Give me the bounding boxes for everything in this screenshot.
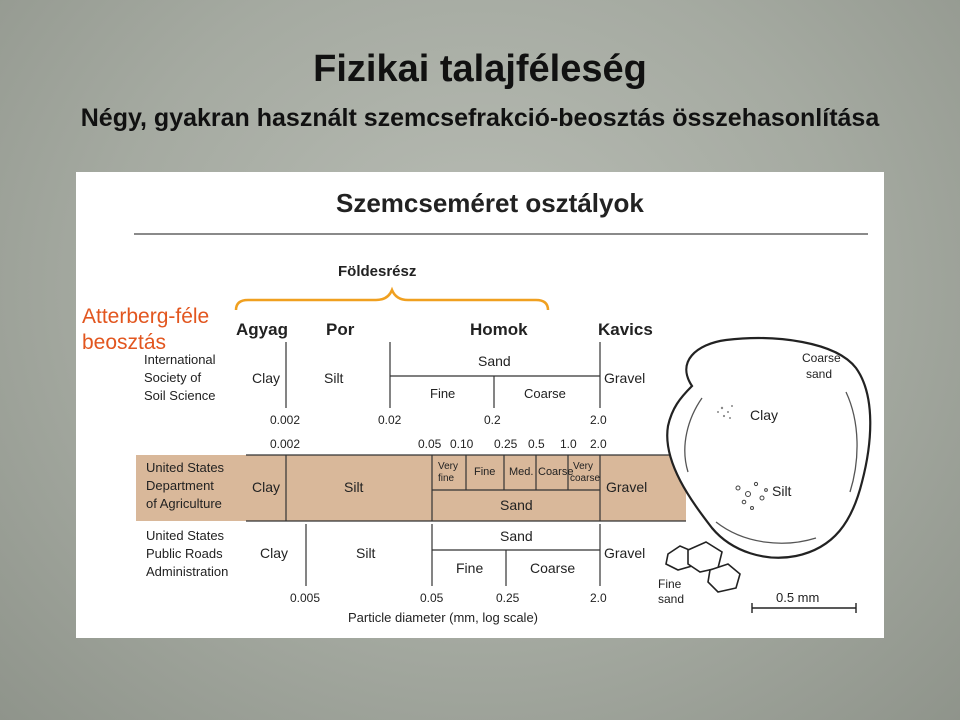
issc-org-line1: International xyxy=(144,352,216,367)
hu-class-sand: Homok xyxy=(470,320,528,339)
usda-org-line3: of Agriculture xyxy=(146,496,222,511)
issc-row xyxy=(144,342,645,427)
issc-tick-002: 0.02 xyxy=(378,413,402,427)
usda-very-coarse-1: Very xyxy=(573,461,594,472)
particle-illustration xyxy=(658,338,870,613)
coarse-sand-label-2: sand xyxy=(806,367,833,381)
fine-earth-brace xyxy=(236,290,548,310)
clay-label: Clay xyxy=(750,407,779,423)
fine-sand-label-2: sand xyxy=(658,592,685,606)
issc-org-line2: Society of xyxy=(144,370,202,385)
fine-sand-label-1: Fine xyxy=(658,577,682,591)
uspra-sand: Sand xyxy=(500,528,533,544)
coarse-sand-particle-icon xyxy=(667,338,870,558)
issc-tick-20: 2.0 xyxy=(590,413,607,427)
axis-label: Particle diameter (mm, log scale) xyxy=(348,610,538,625)
slide-title: Fizikai talajféleség xyxy=(313,48,647,90)
issc-gravel: Gravel xyxy=(604,370,646,386)
coarse-sand-label-1: Coarse xyxy=(802,351,841,365)
hu-class-gravel: Kavics xyxy=(598,320,653,339)
usda-tick-025: 0.25 xyxy=(494,437,518,451)
slide-subtitle: Négy, gyakran használt szemcsefrakció-beosztás összehasonlítása xyxy=(80,104,880,132)
usda-gravel: Gravel xyxy=(606,479,648,495)
uspra-org-line2: Public Roads xyxy=(146,546,223,561)
hu-class-clay: Agyag xyxy=(236,320,288,339)
uspra-tick-005: 0.05 xyxy=(420,591,444,605)
usda-fine: Fine xyxy=(474,466,496,478)
atterberg-label-line2: beosztás xyxy=(82,331,167,354)
scale-label: 0.5 mm xyxy=(776,590,820,605)
fine-earth-label: Földesrész xyxy=(338,263,417,280)
usda-tick-20: 2.0 xyxy=(590,437,607,451)
figure-heading: Szemcseméret osztályok xyxy=(336,188,644,218)
issc-silt: Silt xyxy=(324,370,344,386)
uspra-tick-0005: 0.005 xyxy=(290,591,321,605)
usda-silt: Silt xyxy=(344,479,364,495)
issc-org-line3: Soil Science xyxy=(144,388,216,403)
uspra-tick-20: 2.0 xyxy=(590,591,607,605)
soil-classification-figure xyxy=(76,172,884,638)
issc-coarse: Coarse xyxy=(524,386,566,401)
usda-sand: Sand xyxy=(500,497,533,513)
classification-diagram xyxy=(76,172,884,638)
usda-very-fine-1: Very xyxy=(438,461,459,472)
issc-fine: Fine xyxy=(430,386,456,401)
uspra-gravel: Gravel xyxy=(604,545,646,561)
issc-tick-02: 0.2 xyxy=(484,413,501,427)
usda-org-line1: United States xyxy=(146,460,225,475)
issc-sand: Sand xyxy=(478,353,511,369)
uspra-silt: Silt xyxy=(356,545,376,561)
usda-tick-10: 1.0 xyxy=(560,437,577,451)
uspra-org-line3: Administration xyxy=(146,564,229,579)
issc-clay: Clay xyxy=(252,370,281,386)
uspra-org-line1: United States xyxy=(146,528,225,543)
uspra-row xyxy=(146,524,645,605)
usda-org-line2: Department xyxy=(146,478,214,493)
usda-very-fine-2: fine xyxy=(438,473,455,484)
uspra-clay: Clay xyxy=(260,545,289,561)
issc-tick-0002: 0.002 xyxy=(270,413,301,427)
uspra-tick-025: 0.25 xyxy=(496,591,520,605)
usda-very-coarse-2: coarse xyxy=(570,473,601,484)
usda-row xyxy=(136,437,686,521)
uspra-fine: Fine xyxy=(456,560,484,576)
usda-tick-005: 0.05 xyxy=(418,437,442,451)
silt-label: Silt xyxy=(772,483,792,499)
usda-med: Med. xyxy=(509,466,534,478)
uspra-coarse: Coarse xyxy=(530,560,576,576)
usda-tick-05: 0.5 xyxy=(528,437,545,451)
usda-clay: Clay xyxy=(252,479,281,495)
usda-tick-0002: 0.002 xyxy=(270,437,301,451)
hu-class-silt: Por xyxy=(326,320,355,339)
usda-coarse: Coarse xyxy=(538,466,574,478)
usda-tick-010: 0.10 xyxy=(450,437,474,451)
atterberg-label-line1: Atterberg-féle xyxy=(82,305,210,328)
